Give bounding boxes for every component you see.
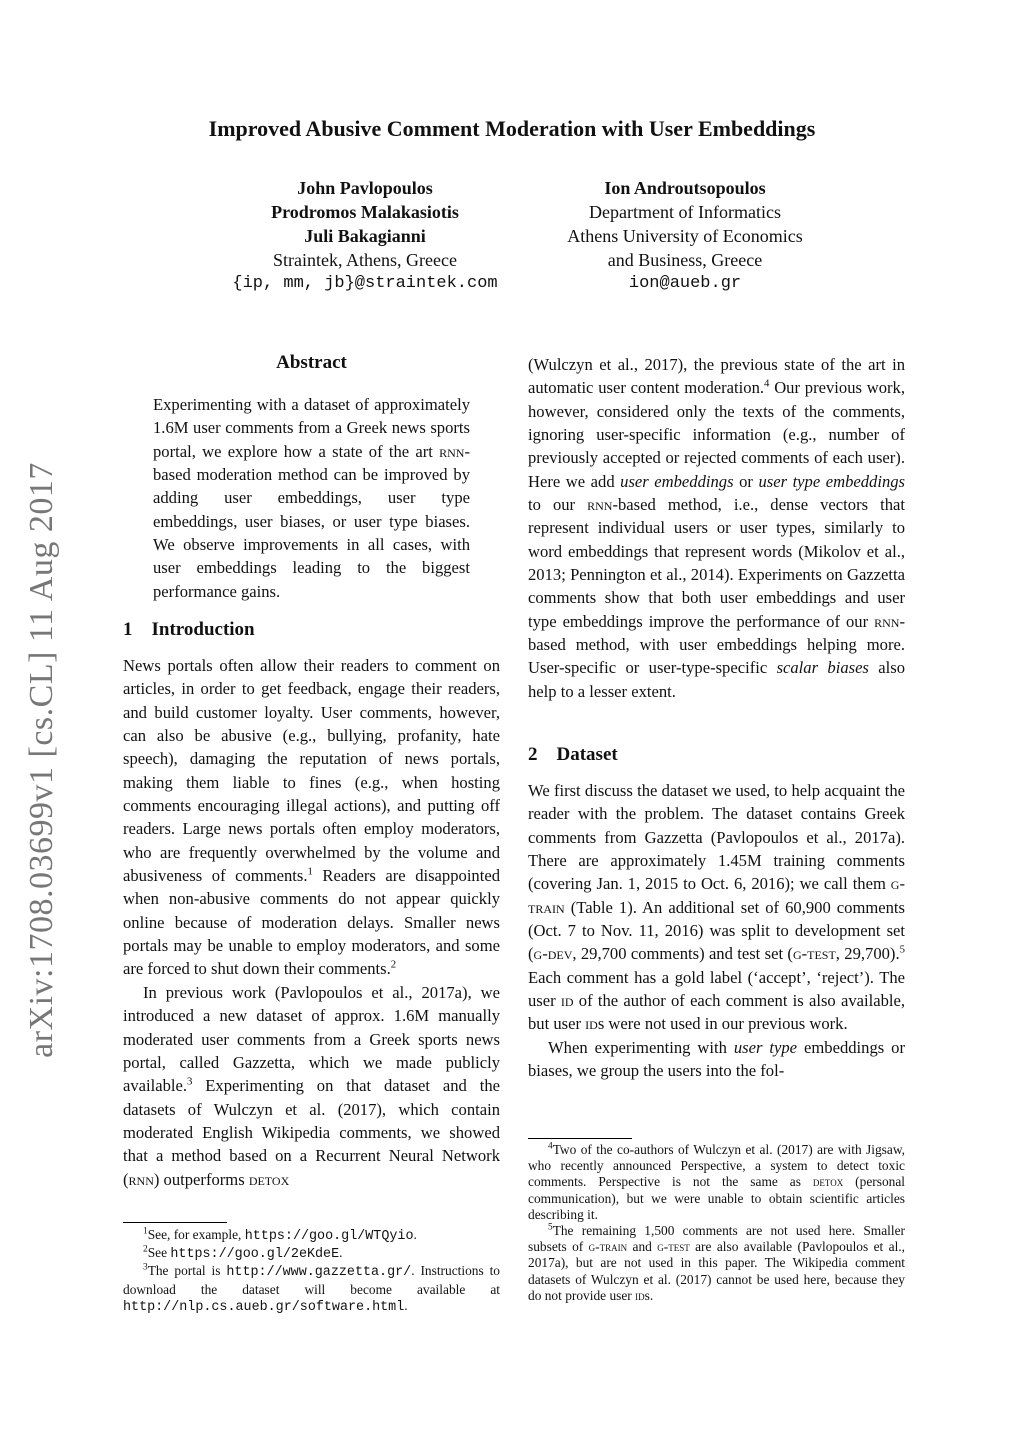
abstract-text-part: -based moderation method can be improved by adding user embeddings, user type embeddings, user biases, or user type biases. We observe improvements in all cases, with user embeddings leading to the biggest performance gains. (153, 441, 470, 601)
abbrev-g-train: g-train (588, 1239, 628, 1255)
paragraph-text: (Table 1). An additional set of 60,900 comments (Oct. 7 to Nov. 11, 2016) was split to development set ( (528, 897, 905, 964)
paragraph-text: Our previous work, however, considered only the texts of the comments, ignoring user-specific information (e.g., number of previously accepted or rejected comments of each user). Here we add (528, 378, 905, 491)
abbrev-g-test: g-test (792, 944, 836, 964)
footnote-url[interactable]: http://nlp.cs.aueb.gr/software.html (123, 1299, 405, 1315)
author-email: ion@aueb.gr (628, 274, 742, 293)
footnote-text: See (147, 1245, 171, 1261)
footnote-text: . (413, 1227, 417, 1242)
paragraph-text: , 29,700). (835, 944, 900, 964)
abbrev-detox: detox (248, 1169, 290, 1189)
footnote-text: . (404, 1297, 408, 1313)
footnotes-left (123, 1227, 500, 1316)
footnote-text: . (339, 1245, 343, 1261)
intro-body-right (528, 353, 905, 703)
author-block-right (530, 176, 840, 296)
emphasis: scalar biases (776, 658, 869, 678)
footnote-text: The remaining 1,500 comments are not used here. Smaller subsets of (528, 1223, 905, 1255)
paragraph-text: embeddings or biases, we group the users into the fol- (528, 1037, 905, 1081)
footnote-rule (528, 1138, 632, 1139)
abbrev-id: id (635, 1287, 645, 1303)
abbrev-detox: detox (812, 1174, 844, 1190)
paragraph-text: -based method, i.e., dense vectors that represent individual users or user types, similarly to word embeddings that represent words (Mikolov et al., 2013; Pennington et al., 2014). Experiments on Gazzetta comments show that both user embeddings and user type embeddings improve the performance of our (528, 495, 905, 631)
footnote-rule (123, 1222, 227, 1223)
footnote-text: The portal is (147, 1263, 227, 1279)
emphasis: user type embeddings (758, 471, 906, 491)
footnote-number: 3 (143, 1262, 148, 1273)
paragraph-text: Experimenting on that dataset and the datasets of Wulczyn et al. (2017), which contain moderated English Wikipedia comments, we showed that a method based on a Recurrent Neural Network ( (123, 1076, 500, 1189)
footnote-text: are also available (Pavlopoulos et al., 2017a), but are not used in this paper. The Wikipedia comment datasets of Wulczyn et al. (2017) cannot be used here, because they do not provide user (528, 1239, 905, 1303)
abstract-heading: Abstract (276, 352, 347, 373)
footnote-number: 4 (548, 1141, 553, 1152)
author-affiliation: Straintek, Athens, Greece (273, 250, 457, 270)
footnote-number: 1 (143, 1226, 148, 1237)
abstract-text (153, 393, 470, 603)
footnote-text: and (627, 1239, 658, 1255)
author-dept: Department of Informatics (589, 202, 781, 222)
emphasis: user embeddings (620, 471, 734, 491)
abbrev-rnn: rnn (874, 611, 900, 631)
footnote-text: (personal communication), but we were unable to obtain scientific articles describing it. (528, 1174, 905, 1222)
footnote-text: . Instructions to download the dataset will become available at (123, 1263, 500, 1297)
footnote-number: 5 (548, 1222, 553, 1233)
abbrev-g-test: g-test (657, 1239, 690, 1255)
footnote-ref: 3 (187, 1075, 193, 1088)
abbrev-g-train: g-train (528, 874, 905, 917)
paper-title: Improved Abusive Comment Moderation with User Embeddings (208, 116, 816, 141)
footnote-text: See, for example, (147, 1227, 245, 1242)
footnote-text: s. (644, 1287, 654, 1303)
paragraph-text: Each comment has a gold label (‘accept’, ‘reject’). The user (528, 967, 905, 1011)
arxiv-stamp (20, 440, 64, 1080)
section-heading-dataset: 2 Dataset (528, 744, 618, 765)
author-univ: and Business, Greece (607, 250, 763, 270)
abbrev-rnn: rnn (439, 441, 465, 461)
abbrev-id: id (560, 991, 574, 1011)
intro-body-left (123, 654, 500, 1191)
dataset-body (528, 779, 905, 1082)
paragraph-text: to our (528, 495, 588, 515)
footnote-ref: 4 (764, 377, 770, 390)
paragraph-text: or (733, 471, 759, 491)
paragraph-text: also help to a lesser extent. (528, 658, 905, 701)
paragraph-text: When experimenting with (548, 1037, 734, 1057)
footnote-ref: 2 (390, 958, 397, 971)
abbrev-id: id (585, 1014, 598, 1034)
footnote-url[interactable]: https://goo.gl/WTQyio (244, 1229, 414, 1244)
abbrev-g-dev: g-dev (533, 944, 573, 964)
footnote-ref: 1 (307, 865, 313, 878)
footnote-url[interactable]: http://www.gazzetta.gr/ (226, 1265, 412, 1281)
author-name: Prodromos Malakasiotis (271, 202, 459, 222)
author-univ: Athens University of Economics (567, 226, 803, 246)
author-block-left (200, 176, 530, 296)
paragraph-text: In previous work (Pavlopoulos et al., 2017a), we introduced a new dataset of approx. 1.6M manually moderated user comments from a Greek sports news portal, called Gazzetta, which we made publicly available. (123, 982, 500, 1096)
abbrev-rnn: rnn (587, 495, 613, 515)
author-name: John Pavlopoulos (297, 178, 433, 198)
author-email: {ip, mm, jb}@straintek.com (232, 274, 498, 293)
footnote-number: 2 (143, 1244, 148, 1255)
author-name: Juli Bakagianni (304, 226, 426, 246)
paragraph-text: Readers are disappointed when non-abusive comments do not appear quickly online because of moderation delays. Smaller news portals may be unable to employ moderators, and some are forced to shut down their comments. (123, 866, 500, 979)
paragraph-text: -based method, with user embeddings helping more. User-specific or user-type-specific (528, 611, 905, 678)
footnote-text: Two of the co-authors of Wulczyn et al. (2017) are with Jigsaw, who recently announced Perspective, a system to detect toxic comments. Perspective is not the same as (528, 1142, 905, 1190)
footnotes-right (528, 1142, 905, 1304)
abstract-text-part: Experimenting with a dataset of approximately 1.6M user comments from a Greek news sports portal, we explore how a state of the art (153, 395, 470, 461)
arxiv-stamp-text: arXiv:1708.03699v1 [cs.CL] 11 Aug 2017 (23, 462, 60, 1058)
emphasis: user type (733, 1037, 798, 1057)
section-heading-introduction: 1 Introduction (123, 619, 255, 640)
paragraph-text: (Wulczyn et al., 2017), the previous state of the art in automatic user content moderation. (528, 355, 905, 398)
footnote-url[interactable]: https://goo.gl/2eKdeE (170, 1247, 340, 1263)
paragraph-text: We first discuss the dataset we used, to help acquaint the reader with the problem. The dataset contains Greek comments from Gazzetta (Pavlopoulos et al., 2017a). There are approximately 1.45M training comments (covering Jan. 1, 2015 to Oct. 6, 2016); we call them (528, 781, 905, 894)
abbrev-rnn: rnn (128, 1169, 154, 1189)
paragraph-text: News portals often allow their readers to comment on articles, in order to get feedback, engage their readers, and build customer loyalty. User comments, however, can also be abusive (e.g., bullying, profanity, hate speech), damaging the reputation of news portals, making them liable to fines (e.g., when hosting comments encouraging illegal actions), and putting off readers. Large news portals often employ moderators, who are frequently overwhelmed by the volume and abusiveness of comments. (123, 656, 500, 886)
paragraph-text: s were not used in our previous work. (597, 1014, 848, 1034)
paragraph-text: ) outperforms (153, 1169, 249, 1189)
footnote-ref: 5 (899, 943, 905, 956)
author-name: Ion Androutsopoulos (604, 178, 766, 198)
paragraph-text: , 29,700 comments) and test set ( (572, 944, 793, 964)
paragraph-text: of the author of each comment is also available, but user (528, 991, 905, 1034)
